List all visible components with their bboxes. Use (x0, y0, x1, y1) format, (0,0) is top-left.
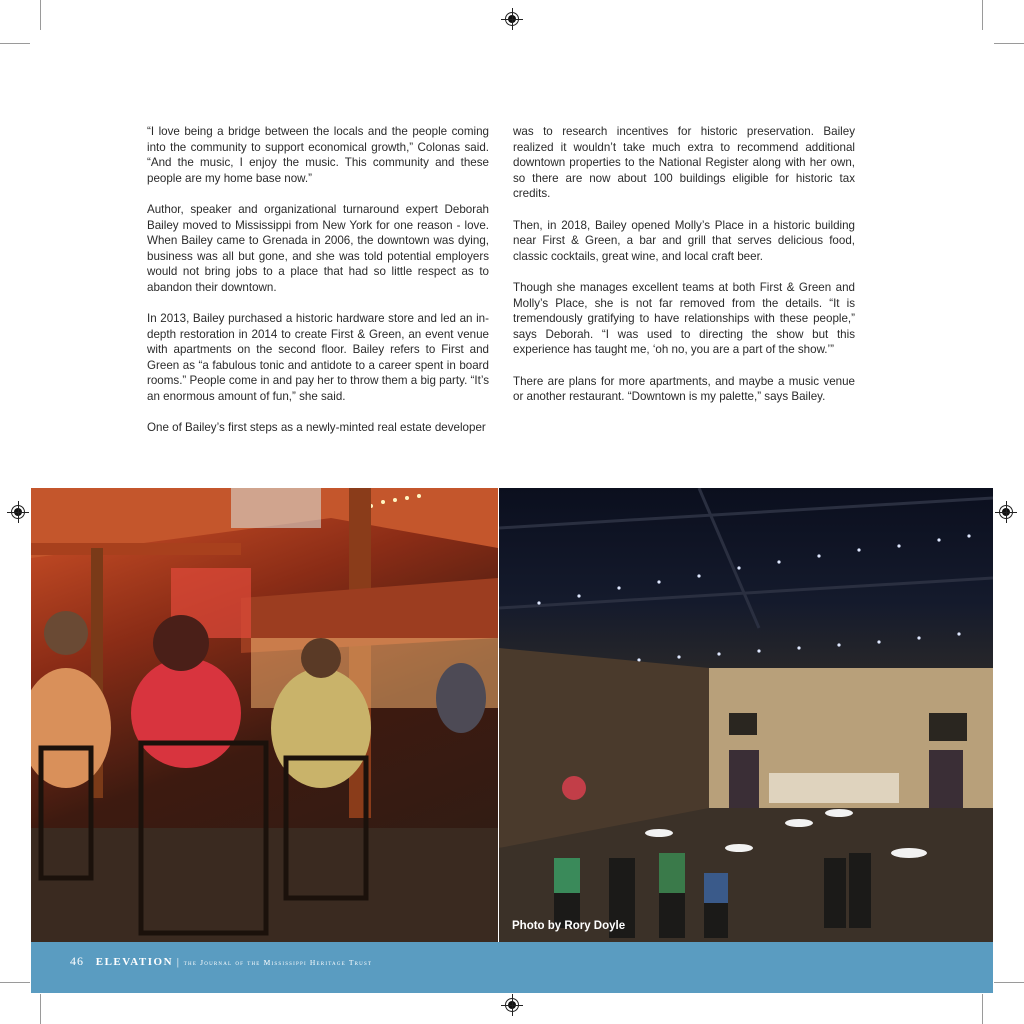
registration-mark-icon (505, 12, 519, 26)
paragraph: There are plans for more apartments, and maybe a music venue or another restaurant. “Downtown is my palette,” says Bailey. (513, 374, 855, 403)
crop-mark (982, 994, 983, 1024)
bar-interior-illustration (31, 488, 498, 942)
crop-mark (982, 0, 983, 30)
crop-mark (994, 43, 1024, 44)
crop-mark (40, 994, 41, 1024)
article-column-left (147, 124, 489, 452)
bar-interior-photo (31, 488, 498, 942)
page-number: 46 (70, 954, 84, 968)
registration-mark-icon (999, 505, 1013, 519)
paragraph: Then, in 2018, Bailey opened Molly’s Place in a historic building near First & Green, a bar and grill that serves delicious food, classic cocktails, great wine, and local craft beer. (513, 218, 855, 263)
paragraph: In 2013, Bailey purchased a historic hardware store and led an in-depth restoration in 2014 to create First & Green, an event venue with apartments on the second floor. Bailey refers to First and Green as “a fabulous tonic and antidote to a career spent in board rooms.” People come in and pay her to throw them a big party. “It’s an enormous amount of fun,” she said. (147, 312, 489, 403)
publication-subtitle: the Journal of the Mississippi Heritage Trust (183, 958, 373, 967)
event-venue-photo (499, 488, 993, 942)
paragraph: “I love being a bridge between the locals and the people coming into the community to support economical growth,” Colonas said. “And the music, I enjoy the music. This community and these people are my home base now.” (147, 125, 489, 185)
paragraph: Author, speaker and organizational turnaround expert Deborah Bailey moved to Mississippi from New York for one reason - love. When Bailey came to Grenada in 2006, the downtown was dying, business was all but gone, and she was told potential employers would not bring jobs to a place that had so little respect as to abandon their downtown. (147, 203, 489, 294)
crop-mark (0, 982, 30, 983)
event-venue-illustration (499, 488, 993, 942)
paragraph: Though she manages excellent teams at both First & Green and Molly’s Place, she is not far removed from the details. “It is tremendously gratifying to have relationships with these people,” says Deborah. “I was used to directing the show but this experience has taught me, ‘oh no, you are a part of the show.’” (513, 281, 855, 356)
crop-mark (0, 43, 30, 44)
publication-name: ELEVATION (95, 956, 174, 968)
registration-mark-icon (505, 998, 519, 1012)
folio (70, 954, 372, 969)
crop-mark (40, 0, 41, 30)
paragraph: One of Bailey’s first steps as a newly-minted real estate developer (147, 421, 486, 434)
registration-mark-icon (11, 505, 25, 519)
photo-credit: Photo by Rory Doyle (512, 920, 626, 932)
paragraph: was to research incentives for historic preservation. Bailey realized it wouldn’t take much extra to recommend additional downtown properties to the National Register along with her own, so there are now about 100 buildings eligible for historic tax credits. (513, 125, 855, 200)
crop-mark (994, 982, 1024, 983)
article-column-right (513, 124, 855, 421)
folio-separator: | (176, 956, 180, 968)
